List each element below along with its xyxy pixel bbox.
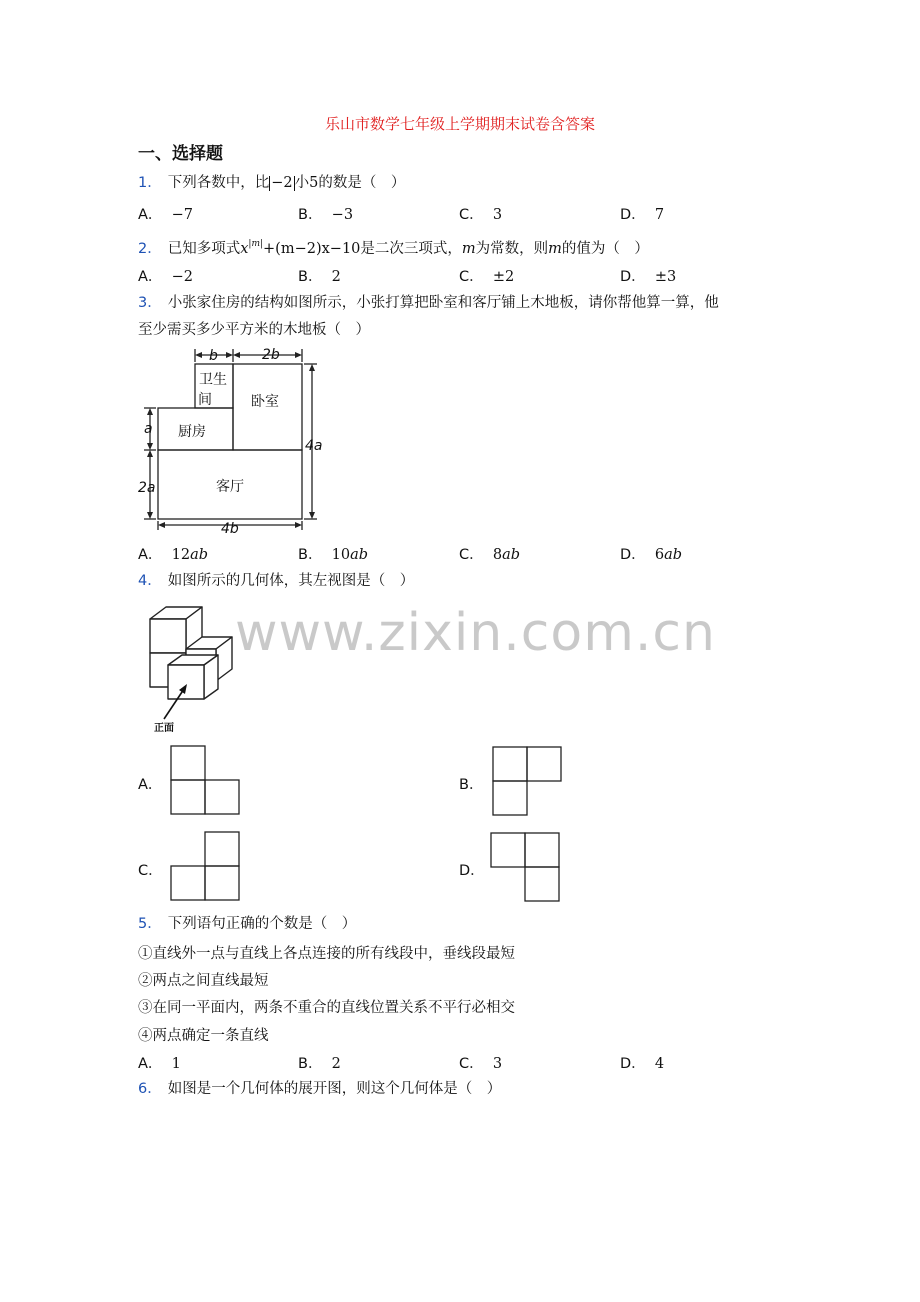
option-letter: A． (138, 1056, 163, 1072)
question-number: 3． (138, 295, 162, 311)
option-letter: D． (459, 863, 485, 879)
question-2-stem (138, 233, 649, 260)
q3-option-d[interactable] (620, 543, 682, 564)
q5-option-a[interactable] (138, 1052, 181, 1073)
option-text: 2 (331, 269, 341, 285)
option-text: 2 (331, 1056, 341, 1072)
option-a-view (170, 745, 242, 815)
option-letter: B． (459, 777, 484, 793)
option-coefficient: 6 (654, 547, 665, 563)
label-a: a (144, 421, 153, 437)
statement-2: ②两点之间直线最短 (138, 973, 269, 989)
q5-option-b[interactable] (298, 1052, 341, 1073)
option-b-view (492, 746, 564, 816)
option-letter: C． (459, 207, 484, 223)
option-variable: ab (350, 547, 369, 563)
document-title: 乐山市数学七年级上学期期末试卷含答案 (324, 115, 595, 133)
option-letter: A． (138, 777, 163, 793)
q4-option-b[interactable] (459, 773, 483, 794)
option-text: ±3 (654, 269, 677, 285)
statement-3: ③在同一平面内，两条不重合的直线位置关系不平行必相交 (138, 1000, 515, 1016)
option-letter: A． (138, 547, 163, 563)
q2-option-a[interactable] (138, 265, 193, 286)
q4-option-a[interactable] (138, 773, 162, 794)
option-text: 4 (654, 1056, 665, 1072)
watermark: www.zixin.com.cn (235, 603, 716, 663)
q1-option-d[interactable] (620, 203, 664, 224)
question-text: 为常数，则 (475, 241, 549, 257)
q3-option-b[interactable] (298, 543, 368, 564)
option-variable: ab (502, 547, 521, 563)
option-c-view (170, 831, 242, 901)
label-b: b (209, 348, 218, 364)
option-text: −3 (331, 207, 354, 223)
math-variable: m (461, 241, 476, 257)
option-letter: A． (138, 269, 163, 285)
option-coefficient: 10 (331, 547, 351, 563)
label-bathroom-1: 卫生 (199, 372, 227, 388)
question-text: 如图是一个几何体的展开图，则这个几何体是（ ） (167, 1081, 502, 1097)
section-heading: 一、选择题 (138, 144, 223, 164)
option-letter: C． (138, 863, 163, 879)
math-variable: x (240, 241, 249, 257)
question-text: 小张家住房的结构如图所示，小张打算把卧室和客厅铺上木地板，请你帮他算一算，他 (167, 295, 719, 311)
option-variable: ab (190, 547, 209, 563)
question-text: 如图所示的几何体，其左视图是（ ） (167, 573, 415, 589)
question-text: 已知多项式 (167, 241, 241, 257)
question-text: 的值为（ ） (561, 241, 649, 257)
q1-option-b[interactable] (298, 203, 353, 224)
question-3-stem-line-2: 至少需买多少平方米的木地板（ ） (138, 322, 370, 338)
q1-option-a[interactable] (138, 203, 193, 224)
q5-option-d[interactable] (620, 1052, 664, 1073)
question-text: 下列各数中，比 (167, 175, 270, 191)
floor-plan-figure (138, 344, 328, 536)
question-number: 5． (138, 916, 162, 932)
option-letter: C． (459, 547, 484, 563)
question-number: 2． (138, 241, 162, 257)
q2-option-d[interactable] (620, 265, 676, 286)
question-4-stem (138, 570, 414, 592)
absolute-value (269, 176, 294, 191)
q4-option-d[interactable] (459, 859, 485, 880)
option-text: ±2 (492, 269, 515, 285)
option-letter: D． (620, 547, 646, 563)
label-2a: 2a (138, 480, 156, 496)
option-letter: D． (620, 269, 646, 285)
solid-figure (140, 603, 240, 735)
option-text: −7 (171, 207, 194, 223)
question-text: 是二次三项式， (360, 241, 462, 257)
option-letter: D． (620, 207, 646, 223)
q5-option-c[interactable] (459, 1052, 502, 1073)
option-letter: A． (138, 207, 163, 223)
question-text: 下列语句正确的个数是（ ） (167, 916, 357, 932)
option-variable: ab (664, 547, 683, 563)
label-4a: 4a (305, 438, 323, 454)
label-bedroom: 卧室 (251, 394, 279, 410)
option-letter: B． (298, 1056, 323, 1072)
q2-option-c[interactable] (459, 265, 514, 286)
math-expression: +(m−2)x−10 (263, 241, 361, 257)
label-living-room: 客厅 (216, 479, 244, 495)
q1-option-c[interactable] (459, 203, 502, 224)
label-bathroom-2: 间 (198, 392, 212, 408)
question-1-stem (138, 172, 405, 194)
statement-1: ①直线外一点与直线上各点连接的所有线段中，垂线段最短 (138, 946, 515, 962)
option-letter: D． (620, 1056, 646, 1072)
option-text: 1 (171, 1056, 181, 1072)
question-3-stem-line-1 (138, 292, 719, 314)
q4-option-c[interactable] (138, 859, 163, 880)
option-letter: B． (298, 207, 323, 223)
question-number: 4． (138, 573, 162, 589)
label-kitchen: 厨房 (178, 424, 206, 440)
question-6-stem (138, 1078, 501, 1100)
option-coefficient: 12 (171, 547, 191, 563)
option-text: 3 (492, 1056, 503, 1072)
math-exponent: |m| (248, 239, 264, 249)
question-text: 小5的数是（ ） (294, 175, 406, 191)
option-text: 3 (492, 207, 503, 223)
q3-option-c[interactable] (459, 543, 520, 564)
math-variable: m (548, 241, 562, 257)
option-coefficient: 8 (492, 547, 503, 563)
question-number: 6． (138, 1081, 162, 1097)
option-d-view (490, 832, 562, 904)
option-letter: C． (459, 1056, 484, 1072)
question-number: 1． (138, 175, 162, 191)
label-4b: 4b (221, 521, 239, 536)
absolute-value-content: −2 (271, 175, 293, 191)
option-letter: C． (459, 269, 484, 285)
statement-4: ④两点确定一条直线 (138, 1028, 269, 1044)
question-5-stem (138, 913, 356, 935)
option-letter: B． (298, 269, 323, 285)
q2-option-b[interactable] (298, 265, 341, 286)
option-letter: B． (298, 547, 323, 563)
q3-option-a[interactable] (138, 543, 208, 564)
front-label: 正面 (154, 723, 174, 734)
option-text: 7 (654, 207, 665, 223)
label-2b: 2b (262, 347, 280, 363)
option-text: −2 (171, 269, 194, 285)
